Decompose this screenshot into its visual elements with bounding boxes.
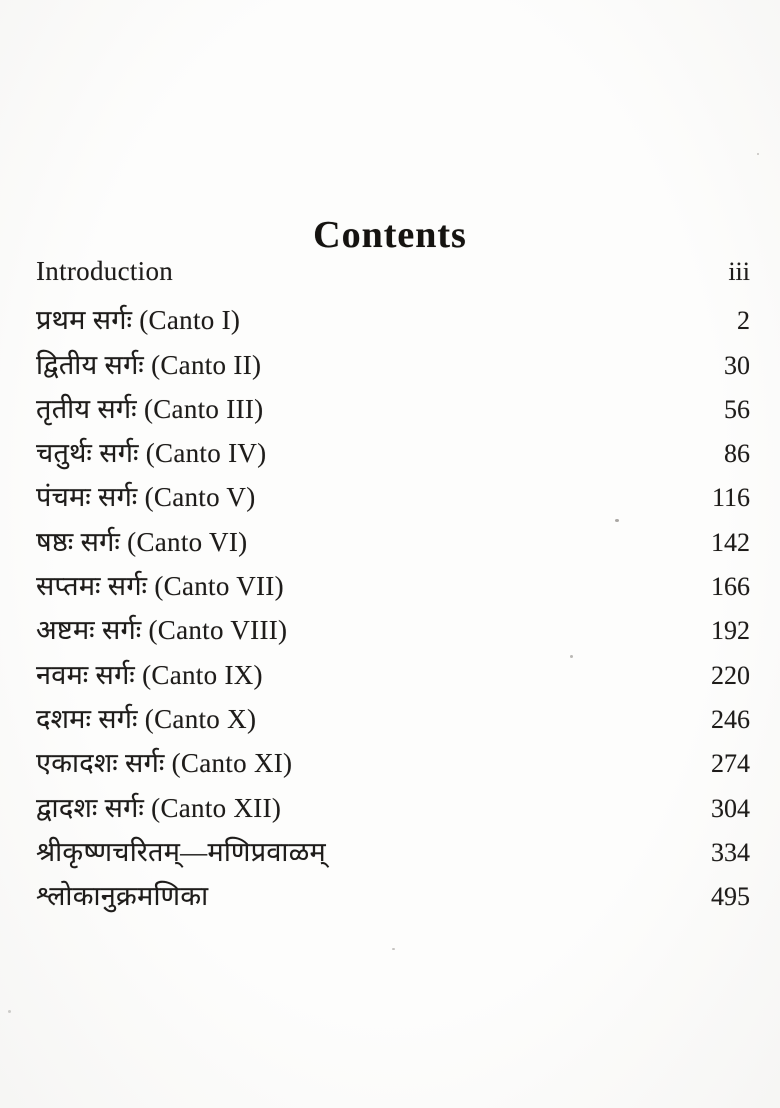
- toc-entry-label: एकादशः सर्गः (Canto XI): [36, 748, 293, 779]
- toc-entry-label: द्वादशः सर्गः (Canto XII): [36, 792, 282, 823]
- scan-speck: [570, 655, 573, 658]
- toc-entry-page: 274: [711, 749, 750, 779]
- toc-row: [36, 345, 750, 389]
- toc-entry-page: 56: [724, 394, 750, 424]
- toc-entry-label: षष्ठः सर्गः (Canto VI): [36, 526, 248, 557]
- scan-speck: [757, 153, 759, 155]
- toc-entry-label: चतुर्थः सर्गः (Canto IV): [36, 438, 267, 469]
- toc-entry-label: श्रीकृष्णचरितम्—मणिप्रवाळम्: [36, 836, 326, 867]
- toc-entry-page: 334: [711, 837, 750, 867]
- scan-speck: [392, 948, 395, 950]
- toc-row: [36, 655, 750, 699]
- toc-entry-label: सप्तमः सर्गः (Canto VII): [36, 571, 284, 602]
- toc-row: [36, 832, 750, 876]
- toc-entry-page: 2: [737, 306, 750, 336]
- toc-row: [36, 389, 750, 433]
- toc-row: [36, 743, 750, 787]
- toc-entry-page: 495: [711, 882, 750, 912]
- toc-entry-label: Introduction: [36, 256, 174, 286]
- toc-row: [36, 477, 750, 521]
- scan-speck: [615, 519, 619, 522]
- toc-entry-page: 166: [711, 572, 750, 602]
- toc-entry-label: तृतीय सर्गः (Canto III): [36, 393, 264, 424]
- toc-row: [36, 256, 750, 300]
- toc-row: [36, 522, 750, 566]
- toc-row: [36, 876, 750, 920]
- toc-row: [36, 699, 750, 743]
- page-title: Contents: [313, 214, 467, 257]
- toc-entry-label: श्लोकानुक्रमणिका: [36, 881, 209, 912]
- toc-entry-label: दशमः सर्गः (Canto X): [36, 703, 257, 734]
- toc-entry-label: पंचमः सर्गः (Canto V): [36, 482, 256, 513]
- toc-entry-label: नवमः सर्गः (Canto IX): [36, 659, 263, 690]
- toc-entry-page: 192: [711, 616, 750, 646]
- toc-entry-page: iii: [728, 257, 750, 286]
- toc-list: [36, 256, 750, 920]
- toc-entry-page: 142: [711, 527, 750, 557]
- toc-entry-page: 116: [711, 483, 750, 513]
- toc-row: [36, 433, 750, 477]
- toc-row: [36, 610, 750, 654]
- toc-entry-page: 246: [711, 704, 750, 734]
- toc-entry-page: 86: [724, 439, 750, 469]
- scan-speck: [8, 1010, 11, 1013]
- toc-entry-page: 220: [711, 660, 750, 690]
- toc-entry-page: 30: [724, 350, 750, 380]
- toc-row: [36, 788, 750, 832]
- toc-entry-label: द्वितीय सर्गः (Canto II): [36, 349, 262, 380]
- toc-entry-page: 304: [711, 793, 750, 823]
- toc-row: [36, 566, 750, 610]
- toc-row: [36, 300, 750, 344]
- toc-entry-label: प्रथम सर्गः (Canto I): [36, 305, 241, 336]
- toc-entry-label: अष्टमः सर्गः (Canto VIII): [36, 615, 288, 646]
